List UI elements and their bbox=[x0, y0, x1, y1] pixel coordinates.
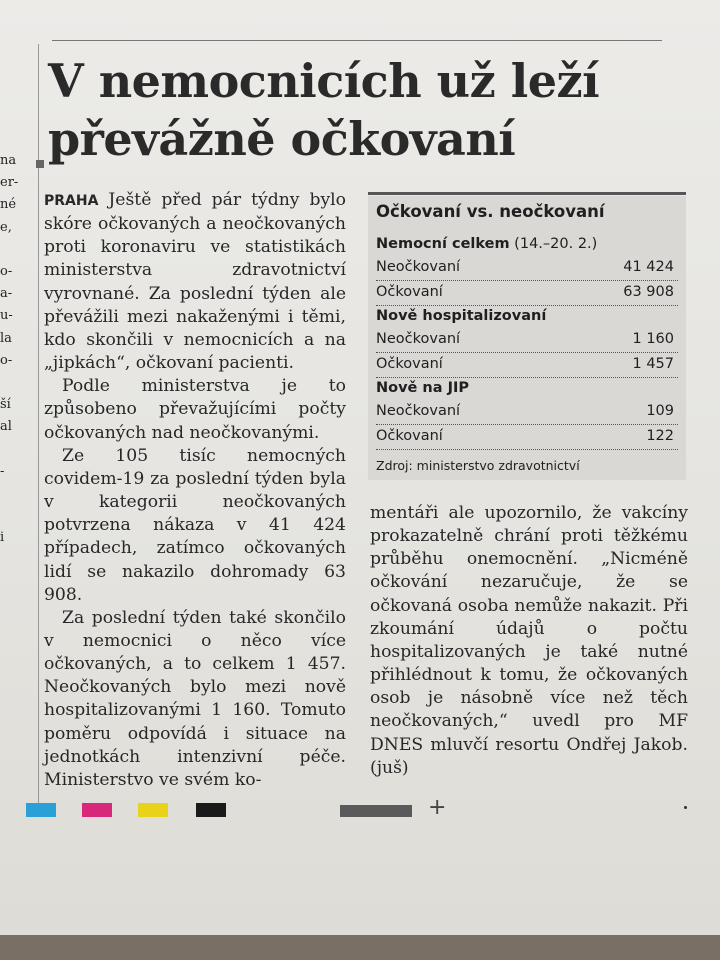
article-paragraph: Ze 105 tisíc nemocných covidem-19 za poslední týden byla v kategorii neočkovaných potvrzena nákaza v 41 424 případech, zatímco očkovaných lidí se nakazilo dohromady 63 908. bbox=[44, 445, 346, 605]
row-value: 109 bbox=[646, 403, 674, 419]
paragraph-text: Ještě před pár týdny bylo skóre očkovaných a neočkovaných proti koronaviru ve statistikách ministerstva zdravotnictví vyrovnané. Za poslední týden ale převážili mezi nakaženými i těmi, kdo skončili v nemocnicích a na „jipkách“, očkovaní pacienti. bbox=[44, 190, 346, 374]
headline-line-2: převážně očkovaní bbox=[48, 112, 516, 166]
dateline: PRAHA bbox=[44, 193, 99, 209]
row-label: Neočkovaní bbox=[376, 331, 461, 347]
fragment-text: er- bbox=[0, 175, 19, 191]
article-column-2 bbox=[370, 502, 688, 780]
infobox-section-heading bbox=[376, 380, 469, 396]
fragment-text bbox=[0, 550, 30, 572]
section-heading-period: (14.–20. 2.) bbox=[509, 236, 598, 252]
fragment-text bbox=[0, 239, 30, 261]
column-gutter-line bbox=[38, 44, 39, 804]
fragment-text: al bbox=[0, 419, 12, 435]
row-value: 41 424 bbox=[623, 259, 674, 275]
section-heading-text: Nemocní celkem bbox=[376, 236, 510, 252]
section-heading-text: Nově hospitalizovaní bbox=[376, 308, 547, 324]
infobox-row bbox=[376, 331, 678, 353]
fragment-text: né bbox=[0, 197, 17, 213]
fragment-text bbox=[0, 616, 30, 638]
print-gray-bar bbox=[340, 805, 412, 817]
row-label: Očkovaní bbox=[376, 428, 443, 444]
row-value: 122 bbox=[646, 428, 674, 444]
fragment-text: - bbox=[0, 463, 5, 479]
print-color-mark-magenta bbox=[82, 803, 112, 817]
fragment-text bbox=[0, 572, 30, 594]
fragment-text: i bbox=[0, 530, 5, 546]
print-color-mark-yellow bbox=[138, 803, 168, 817]
table-surface bbox=[0, 935, 720, 960]
infobox-row bbox=[376, 428, 678, 450]
fragment-text: la bbox=[0, 330, 12, 346]
row-value: 1 160 bbox=[632, 331, 674, 347]
fragment-text: u- bbox=[0, 308, 13, 324]
fragment-text: ší bbox=[0, 397, 11, 413]
infobox-section-heading bbox=[376, 236, 597, 252]
row-label: Neočkovaní bbox=[376, 259, 461, 275]
previous-column-fragment bbox=[0, 150, 30, 638]
headline-line-1: V nemocnicích už leží bbox=[48, 54, 600, 108]
statistics-infobox bbox=[368, 196, 686, 480]
fragment-text: o- bbox=[0, 264, 13, 280]
registration-mark-icon: + bbox=[428, 795, 447, 820]
fragment-text bbox=[0, 439, 30, 461]
infobox-row bbox=[376, 259, 678, 281]
print-color-mark-cyan bbox=[26, 803, 56, 817]
article-column-1 bbox=[44, 189, 346, 792]
fragment-text: a- bbox=[0, 286, 13, 302]
infobox-row bbox=[376, 284, 678, 306]
row-value: 63 908 bbox=[623, 284, 674, 300]
infobox-source: Zdroj: ministerstvo zdravotnictví bbox=[376, 458, 580, 473]
fragment-text bbox=[0, 594, 30, 616]
article-paragraph: Podle ministerstva je to způsobeno převažujícími počty očkovaných nad neočkovanými. bbox=[44, 376, 346, 443]
headline bbox=[48, 52, 688, 168]
article-paragraph bbox=[44, 189, 346, 375]
fragment-text: na bbox=[0, 153, 17, 168]
fragment-text bbox=[0, 372, 30, 394]
print-color-mark-black bbox=[196, 803, 226, 817]
infobox-row bbox=[376, 403, 678, 425]
row-label: Neočkovaní bbox=[376, 403, 461, 419]
fragment-text: e, bbox=[0, 219, 12, 235]
fragment-text: o- bbox=[0, 352, 13, 368]
row-label: Očkovaní bbox=[376, 284, 443, 300]
row-label: Očkovaní bbox=[376, 356, 443, 372]
top-rule bbox=[52, 40, 662, 41]
infobox-section-heading bbox=[376, 308, 546, 324]
infobox-title: Očkovaní vs. neočkovaní bbox=[376, 202, 605, 221]
article-paragraph: Za poslední týden také skončilo v nemocnici o něco více očkovaných, a to celkem 1 457. Neočkovaných bylo mezi nově hospitalizovanými 1 160. Tomuto poměru odpovídá i situace na jednotkách intenzivní péče. Ministerstvo ve svém ko- bbox=[44, 607, 346, 790]
fragment-text bbox=[0, 505, 30, 527]
row-value: 1 457 bbox=[632, 356, 674, 372]
infobox-row bbox=[376, 356, 678, 378]
section-marker bbox=[36, 160, 44, 168]
infobox-top-rule bbox=[368, 192, 686, 195]
article-paragraph: mentáři ale upozornilo, že vakcíny prokazatelně chrání proti těžkému průběhu onemocnění. „Nicméně očkování nezaručuje, že se očkovaná osoba nemůže nakazit. Při zkoumání údajů o počtu hospitalizovaných je také nutné přihlédnout k tomu, že očkovaných osob je násobně více než těch neočkovaných,“ uvedl pro MF DNES mluvčí resortu Ondřej Jakob. (juš) bbox=[370, 503, 688, 778]
section-heading-text: Nově na JIP bbox=[376, 380, 470, 396]
fragment-text bbox=[0, 483, 30, 505]
print-dot bbox=[684, 806, 687, 809]
